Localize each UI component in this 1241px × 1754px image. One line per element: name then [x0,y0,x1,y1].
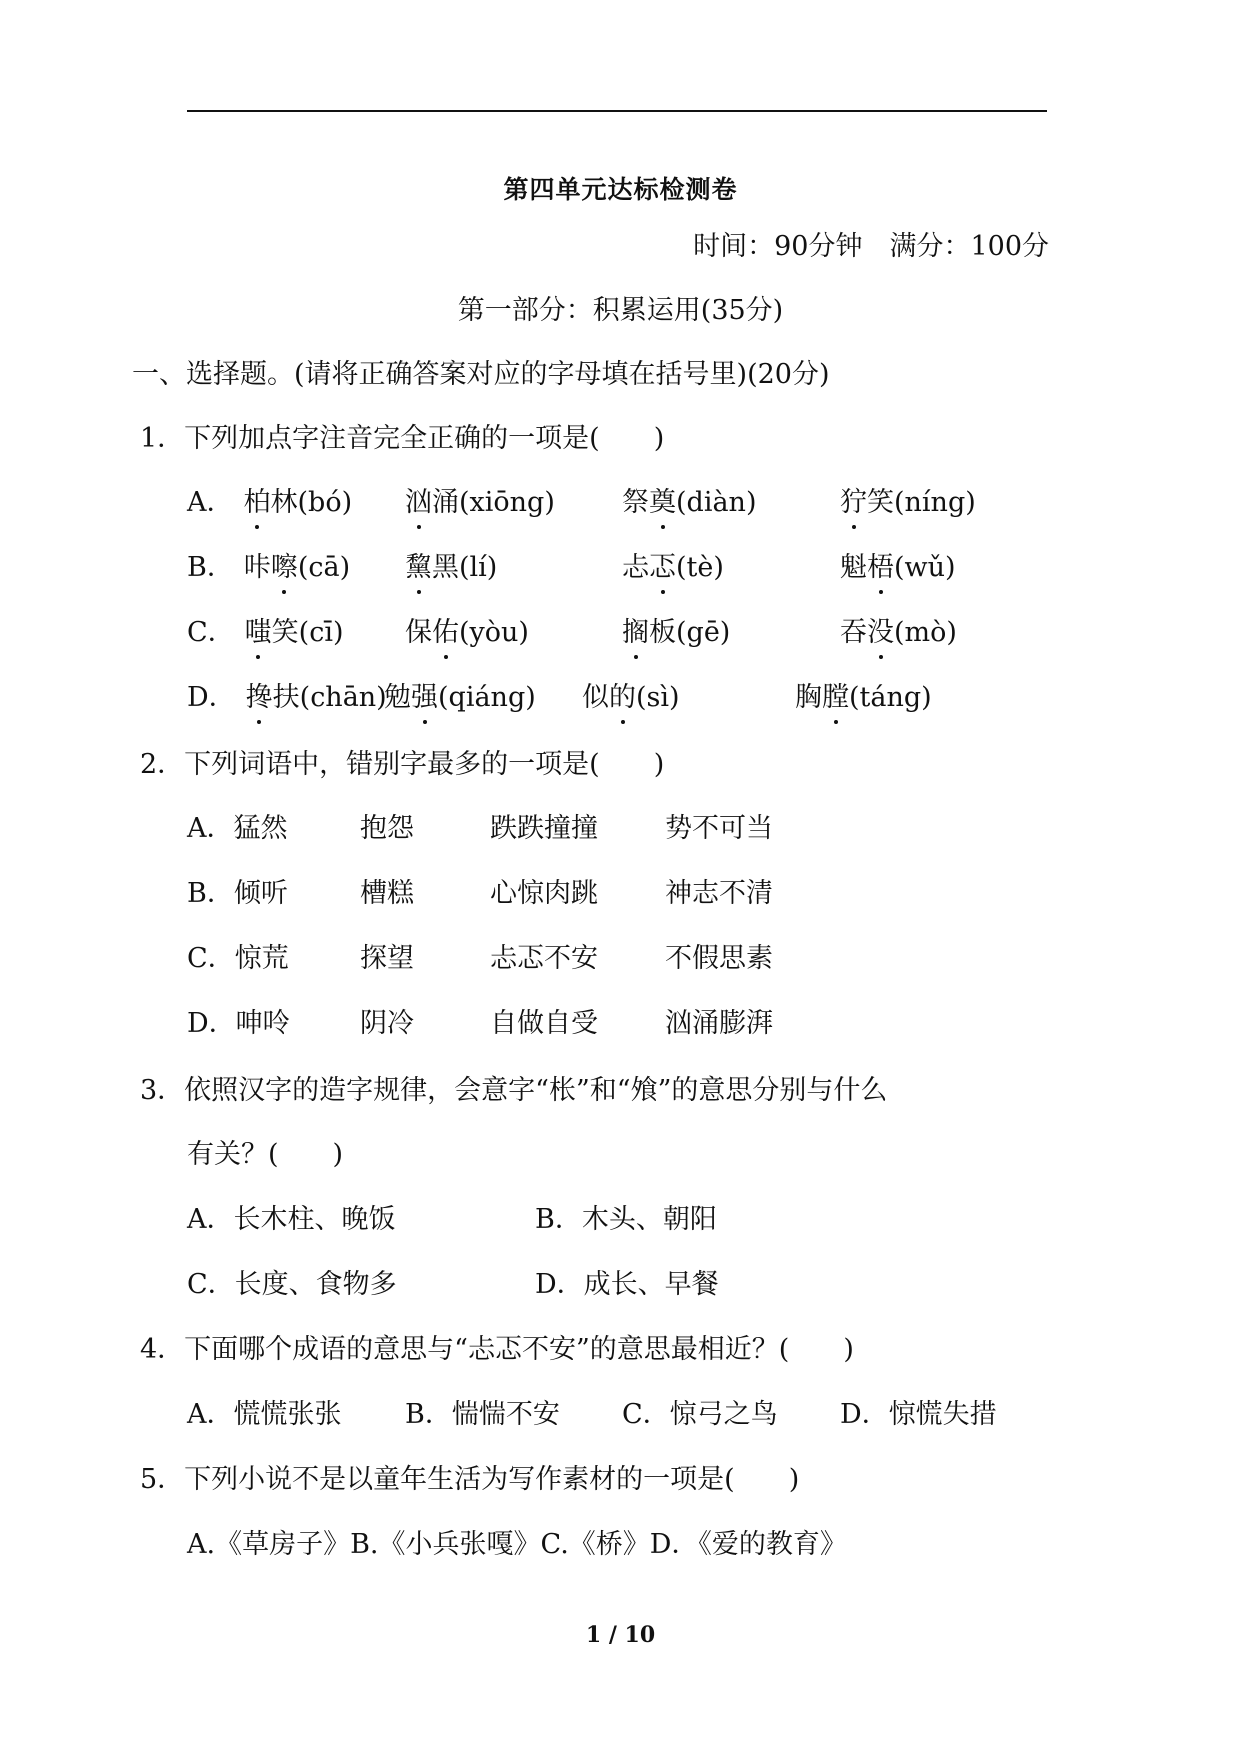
q2-option-a-word-4: 势不可当 [665,813,773,844]
q2-option-d-word-3: 自做自受 [490,1008,598,1039]
page-number: 1 / 10 [585,1622,656,1648]
q1-option-c-word-1 [187,616,344,650]
q2-option-b-word-1: B．倾听 [187,878,288,909]
q1-word-pinyin: (qiáng) [438,682,536,713]
q1-word-pinyin: 林(bó) [270,487,353,518]
q3-stem-line1: 3．依照汉字的造字规律，会意字“枨”和“飧”的意思分别与什么 [140,1075,888,1106]
q5-options: A.《草房子》B.《小兵张嘎》C.《桥》D．《爱的教育》 [187,1529,847,1560]
q2-stem: 2．下列词语中，错别字最多的一项是( ) [140,749,665,780]
q1-dotted-character: 强 [411,682,438,713]
q1-word-text: 忐 [622,552,649,583]
q3-option-d: D．成长、早餐 [535,1269,719,1300]
q1-word-pinyin: (diàn) [676,487,757,518]
q1-dotted-character: 没 [867,617,894,648]
q1-word-pinyin: 板(gē) [649,617,731,648]
q1-word-text: 保 [405,617,432,648]
q1-dotted-character: 奠 [649,487,676,518]
q1-option-letter: C． [187,617,235,648]
q2-option-a-word-2: 抱怨 [360,813,414,844]
q1-option-d-word-1 [187,681,387,715]
q1-word-pinyin: 笑(cī) [271,617,344,648]
q2-option-b-word-2: 槽糕 [360,878,414,909]
time-info: 时间：90分钟 满分：100分 [693,231,1049,262]
q2-option-b-word-4: 神志不清 [665,878,773,909]
q1-option-b-word-2 [405,551,497,585]
q1-option-b-word-4 [840,551,956,585]
q1-option-c-word-3 [622,616,730,650]
q1-dotted-character: 嗤 [244,617,272,648]
q4-option-a: A．慌慌张张 [187,1399,342,1430]
q1-dotted-character: 搁 [622,617,649,648]
page-title: 第四单元达标检测卷 [503,175,738,204]
part-heading: 第一部分：积累运用(35分) [457,295,784,326]
q4-stem: 4．下面哪个成语的意思与“忐忑不安”的意思最相近？( ) [140,1334,854,1365]
header-rule [187,110,1047,112]
q4-option-d: D．惊慌失措 [840,1399,997,1430]
q3-option-b: B．木头、朝阳 [535,1204,717,1235]
q1-option-d-word-4 [795,681,932,715]
q1-dotted-character: 忑 [649,552,676,583]
q2-option-a-word-1: A．猛然 [187,813,288,844]
q1-dotted-character: 搀 [245,682,273,713]
q1-option-a-word-4 [840,486,976,520]
q1-word-pinyin: (tè) [676,552,724,583]
q1-dotted-character: 梧 [867,552,894,583]
q2-option-c-word-2: 探望 [360,943,414,974]
q1-option-letter: B． [187,552,234,583]
q1-word-text: 吞 [840,617,867,648]
q1-word-text: 胸 [795,682,822,713]
q1-word-pinyin: (sì) [636,682,680,713]
q4-option-c: C．惊弓之鸟 [622,1399,778,1430]
q1-word-pinyin: (wǔ) [894,552,956,583]
q2-option-d-word-4: 汹涌膨湃 [665,1008,773,1039]
q5-stem: 5．下列小说不是以童年生活为写作素材的一项是( ) [140,1464,800,1495]
q1-word-text: 祭 [622,487,649,518]
q1-option-c-word-2 [405,616,529,650]
section-heading: 一、选择题。(请将正确答案对应的字母填在括号里)(20分) [132,359,830,390]
q1-option-letter: D． [187,682,236,713]
q1-word-pinyin: 涌(xiōng) [432,487,555,518]
q1-stem: 1．下列加点字注音完全正确的一项是( ) [140,423,665,454]
q3-stem-line2: 有关？( ) [187,1139,344,1170]
q1-dotted-character: 黧 [405,552,432,583]
q1-option-a-word-2 [405,486,555,520]
q1-option-b-word-1 [187,551,350,585]
q1-word-pinyin: (yòu) [459,617,529,648]
q1-word-pinyin: (mò) [894,617,957,648]
q4-option-b: B．惴惴不安 [405,1399,560,1430]
q3-option-c: C．长度、食物多 [187,1269,397,1300]
q2-option-d-word-2: 阴冷 [360,1008,414,1039]
q1-dotted-character: 膛 [822,682,849,713]
q1-option-a-word-3 [622,486,756,520]
q2-option-d-word-1: D．呻呤 [187,1008,290,1039]
q1-dotted-character: 汹 [405,487,432,518]
q1-option-b-word-3 [622,551,724,585]
q1-word-pinyin: 扶(chān) [272,682,387,713]
q2-option-a-word-3: 跌跌撞撞 [490,813,598,844]
q1-dotted-character: 的 [609,682,636,713]
q1-word-pinyin: (cā) [297,552,351,583]
q1-option-a-word-1 [187,486,352,520]
q1-word-pinyin: 黑(lí) [432,552,498,583]
q1-word-pinyin: (táng) [849,682,932,713]
q1-dotted-character: 狞 [840,487,867,518]
q1-dotted-character: 柏 [243,487,271,518]
q1-word-pinyin: 笑(níng) [867,487,976,518]
q2-option-c-word-3: 忐忑不安 [490,943,598,974]
q2-option-b-word-3: 心惊肉跳 [490,878,598,909]
q2-option-c-word-1: C．惊荒 [187,943,289,974]
q1-word-text: 咔 [243,552,271,583]
q2-option-c-word-4: 不假思素 [665,943,773,974]
q1-word-text: 勉 [384,682,411,713]
q1-word-text: 似 [582,682,609,713]
q3-option-a: A．长木柱、晚饭 [187,1204,396,1235]
q1-option-d-word-2 [384,681,536,715]
q1-word-text: 魁 [840,552,867,583]
q1-option-letter: A． [187,487,234,518]
q1-option-d-word-3 [582,681,680,715]
q1-option-c-word-4 [840,616,957,650]
q1-dotted-character: 嚓 [270,552,298,583]
q1-dotted-character: 佑 [432,617,459,648]
